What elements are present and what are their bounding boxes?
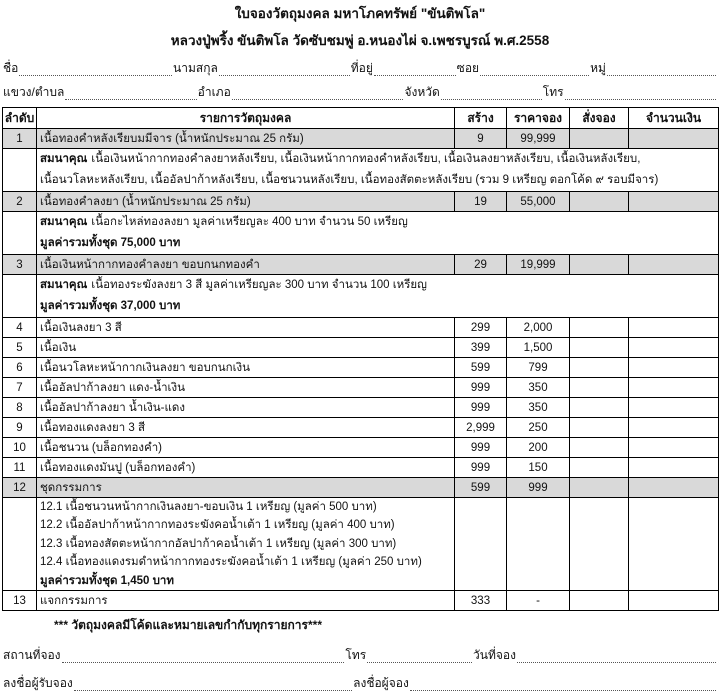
row-price: 150: [507, 458, 570, 478]
row-amount-cell: [629, 129, 719, 149]
col-header-amount: จำนวนเงิน: [629, 108, 719, 129]
bonus-note-1: [37, 149, 719, 192]
row-no: 1: [3, 129, 37, 149]
row-item: เนื้อเงิน: [37, 338, 455, 358]
personal-info-row-1: [3, 61, 717, 76]
row-made: 999: [455, 398, 507, 418]
committee-set-detail-row: [3, 498, 719, 591]
phone-label: โทร: [542, 85, 564, 99]
row-no: 13: [3, 591, 37, 611]
table-row-8: [3, 398, 719, 418]
row-item: เนื้อทองคำลงยา (น้ำหนักประมาณ 25 กรัม): [37, 192, 455, 212]
row-made: 19: [455, 192, 507, 212]
row-price: 2,000: [507, 318, 570, 338]
booking-info-row: [3, 648, 717, 663]
row-no: 6: [3, 358, 37, 378]
bonus-note-row-3: [3, 275, 719, 318]
row-no: 9: [3, 418, 37, 438]
bonus-note-row-1: [3, 149, 719, 192]
row-no: 7: [3, 378, 37, 398]
note-amount-cell: [629, 498, 719, 591]
row-amount-cell: [629, 255, 719, 275]
row-amount-cell: [629, 458, 719, 478]
soi-field: [480, 63, 589, 76]
table-row-9: [3, 418, 719, 438]
province-field: [441, 87, 542, 100]
row-item: แจกกรรมการ: [37, 591, 455, 611]
row-made: 333: [455, 591, 507, 611]
table-row-11: [3, 458, 719, 478]
table-row-1: [3, 129, 719, 149]
committee-set-detail: [37, 498, 455, 591]
row-made: 29: [455, 255, 507, 275]
row-no: 12: [3, 478, 37, 498]
table-row-12: [3, 478, 719, 498]
row-amount-cell: [629, 418, 719, 438]
row-price: 55,000: [507, 192, 570, 212]
row-made: 599: [455, 478, 507, 498]
row-no: 11: [3, 458, 37, 478]
moo-label: หมู่: [590, 61, 606, 75]
table-row-10: [3, 438, 719, 458]
col-header-price: ราคาจอง: [507, 108, 570, 129]
row-item: เนื้อเงินลงยา 3 สี: [37, 318, 455, 338]
row-item: ชุดกรรมการ: [37, 478, 455, 498]
row-price: 250: [507, 418, 570, 438]
personal-info-row-2: [3, 85, 717, 100]
row-price: 999: [507, 478, 570, 498]
soi-label: ซอย: [456, 61, 480, 75]
booking-date-label: วันที่จอง: [473, 648, 516, 663]
note-no-cell: [3, 498, 37, 591]
row-made: 9: [455, 129, 507, 149]
note-line: สมนาคุณ เนื้อกะไหล่ทองลงยา มูลค่าเหรียญละ 400 บาท จำนวน 50 เหรียญ: [40, 216, 408, 228]
note-line: 12.3 เนื้อทองสัตตะหน้ากากอัลปาก้าคอน้ำเต้า 1 เหรียญ (มูลค่า 300 บาท): [40, 537, 397, 550]
row-amount-cell: [629, 398, 719, 418]
note-order-qty-cell: [570, 498, 629, 591]
row-order-qty-cell: [570, 438, 629, 458]
row-order-qty-cell: [570, 458, 629, 478]
row-no: 4: [3, 318, 37, 338]
booking-phone-field: [367, 650, 472, 663]
order-table: [2, 107, 719, 611]
row-amount-cell: [629, 478, 719, 498]
province-label: จังหวัด: [404, 85, 440, 99]
row-amount-cell: [629, 192, 719, 212]
row-order-qty-cell: [570, 378, 629, 398]
row-order-qty-cell: [570, 418, 629, 438]
address-label: ที่อยู่: [350, 61, 373, 75]
row-made: 599: [455, 358, 507, 378]
name-label: ชื่อ: [3, 61, 19, 75]
row-made: 2,999: [455, 418, 507, 438]
row-price: 200: [507, 438, 570, 458]
note-line: 12.1 เนื้อชนวนหน้ากากเงินลงยา-ขอบเงิน 1 เหรียญ (มูลค่า 500 บาท): [40, 501, 377, 513]
row-amount-cell: [629, 318, 719, 338]
row-amount-cell: [629, 358, 719, 378]
note-no-cell: [3, 275, 37, 318]
booking-phone-label: โทร: [345, 648, 367, 663]
row-order-qty-cell: [570, 255, 629, 275]
col-header-item: รายการวัตถุมงคล: [37, 108, 455, 129]
row-price: 99,999: [507, 129, 570, 149]
row-order-qty-cell: [570, 318, 629, 338]
row-item: เนื้ออัลปาก้าลงยา น้ำเงิน-แดง: [37, 398, 455, 418]
table-row-7: [3, 378, 719, 398]
form-title: ใบจองวัตถุมงคล มหาโภคทรัพย์ "ขันติพโล": [234, 6, 486, 21]
note-line: สมนาคุณ เนื้อเงินหน้ากากทองคำลงยาหลังเรียบ, เนื้อเงินหน้ากากทองคำหลังเรียบ, เนื้อเงินลงยาหลังเรียบ, เนื้อเงินหลังเรียบ,: [40, 153, 641, 165]
row-price: 19,999: [507, 255, 570, 275]
row-order-qty-cell: [570, 478, 629, 498]
row-no: 10: [3, 438, 37, 458]
row-order-qty-cell: [570, 398, 629, 418]
table-row-5: [3, 338, 719, 358]
row-item: เนื้ออัลปาก้าลงยา แดง-น้ำเงิน: [37, 378, 455, 398]
row-price: 799: [507, 358, 570, 378]
table-row-4: [3, 318, 719, 338]
note-line: 12.2 เนื้ออัลปาก้าหน้ากากทองระฆังคอน้ำเต้า 1 เหรียญ (มูลค่า 400 บาท): [40, 519, 395, 532]
row-price: -: [507, 591, 570, 611]
row-made: 399: [455, 338, 507, 358]
row-item: เนื้อนวโลหะหน้ากากเงินลงยา ขอบกนกเงิน: [37, 358, 455, 378]
name-field: [19, 63, 172, 76]
row-no: 2: [3, 192, 37, 212]
col-header-order: สั่งจอง: [570, 108, 629, 129]
note-line: 12.4 เนื้อทองแดงรมดำหน้ากากทองระฆังคอน้ำเต้า 1 เหรียญ (มูลค่า 250 บาท): [40, 556, 422, 569]
district-label: อำเภอ: [197, 85, 231, 99]
row-order-qty-cell: [570, 358, 629, 378]
table-header-row: [3, 108, 719, 129]
row-order-qty-cell: [570, 338, 629, 358]
row-order-qty-cell: [570, 129, 629, 149]
table-row-2: [3, 192, 719, 212]
row-order-qty-cell: [570, 591, 629, 611]
col-header-no: ลำดับ: [3, 108, 37, 129]
note-made-cell: [455, 498, 507, 591]
row-made: 999: [455, 458, 507, 478]
bonus-note-row-2: [3, 212, 719, 255]
row-made: 299: [455, 318, 507, 338]
row-no: 8: [3, 398, 37, 418]
row-item: เนื้อทองคำหลังเรียบมมีจาร (น้ำหนักประมาณ 25 กรัม): [37, 129, 455, 149]
row-amount-cell: [629, 378, 719, 398]
table-row-13: [3, 591, 719, 611]
row-amount-cell: [629, 338, 719, 358]
row-price: 350: [507, 378, 570, 398]
receiver-sign-label: ลงชื่อผู้รับจอง: [3, 676, 73, 691]
phone-field: [565, 87, 716, 100]
booking-place-label: สถานที่จอง: [3, 648, 61, 663]
note-total-line: มูลค่ารวมทั้งชุด 1,450 บาท: [40, 574, 174, 587]
note-no-cell: [3, 212, 37, 255]
row-made: 999: [455, 438, 507, 458]
row-item: เนื้อเงินหน้ากากทองคำลงยา ขอบกนกทองคำ: [37, 255, 455, 275]
row-price: 350: [507, 398, 570, 418]
note-total-line: มูลค่ารวมทั้งชุด 75,000 บาท: [40, 237, 181, 249]
row-no: 5: [3, 338, 37, 358]
form-subtitle: หลวงปู่พริ้ง ขันติพโล วัดซับชมพู่ อ.หนองไผ่ จ.เพชรบูรณ์ พ.ศ.2558: [170, 33, 550, 48]
row-amount-cell: [629, 591, 719, 611]
table-row-3: [3, 255, 719, 275]
booking-date-field: [517, 650, 716, 663]
note-line: เนื้อนวโลหะหลังเรียบ, เนื้ออัลปาก้าหลังเรียบ, เนื้อชนวนหลังเรียบ, เนื้อทองสัตตะหลังเรียบ (รวม 9 เหรียญ ตอกโค้ด ๙ รอบมีจาร): [40, 174, 659, 186]
table-row-6: [3, 358, 719, 378]
note-total-line: มูลค่ารวมทั้งชุด 37,000 บาท: [40, 300, 181, 312]
row-price: 1,500: [507, 338, 570, 358]
booking-place-field: [62, 650, 345, 663]
signature-row: [3, 676, 717, 691]
note-price-cell: [507, 498, 570, 591]
district-field: [232, 87, 404, 100]
col-header-made: สร้าง: [455, 108, 507, 129]
note-line: สมนาคุณ เนื้อทองระฆังลงยา 3 สี มูลค่าเหรียญละ 300 บาท จำนวน 100 เหรียญ: [40, 279, 427, 291]
address-field: [374, 63, 456, 76]
moo-field: [607, 63, 716, 76]
subdistrict-field: [65, 87, 196, 100]
code-note: *** วัตถุมงคลมีโค้ดและหมายเลขกำกับทุกรายการ***: [54, 618, 322, 633]
orderer-sign-label: ลงชื่อผู้จอง: [353, 676, 409, 691]
bonus-note-3: [37, 275, 719, 318]
row-item: เนื้อทองแดงมันปู (บล็อกทองคำ): [37, 458, 455, 478]
row-item: เนื้อชนวน (บล็อกทองคำ): [37, 438, 455, 458]
row-no: 3: [3, 255, 37, 275]
surname-label: นามสกุล: [173, 61, 218, 75]
note-no-cell: [3, 149, 37, 192]
row-order-qty-cell: [570, 192, 629, 212]
row-item: เนื้อทองแดงลงยา 3 สี: [37, 418, 455, 438]
surname-field: [219, 63, 350, 76]
subdistrict-label: แขวง/ตำบล: [3, 85, 65, 99]
row-amount-cell: [629, 438, 719, 458]
bonus-note-2: [37, 212, 719, 255]
row-made: 999: [455, 378, 507, 398]
